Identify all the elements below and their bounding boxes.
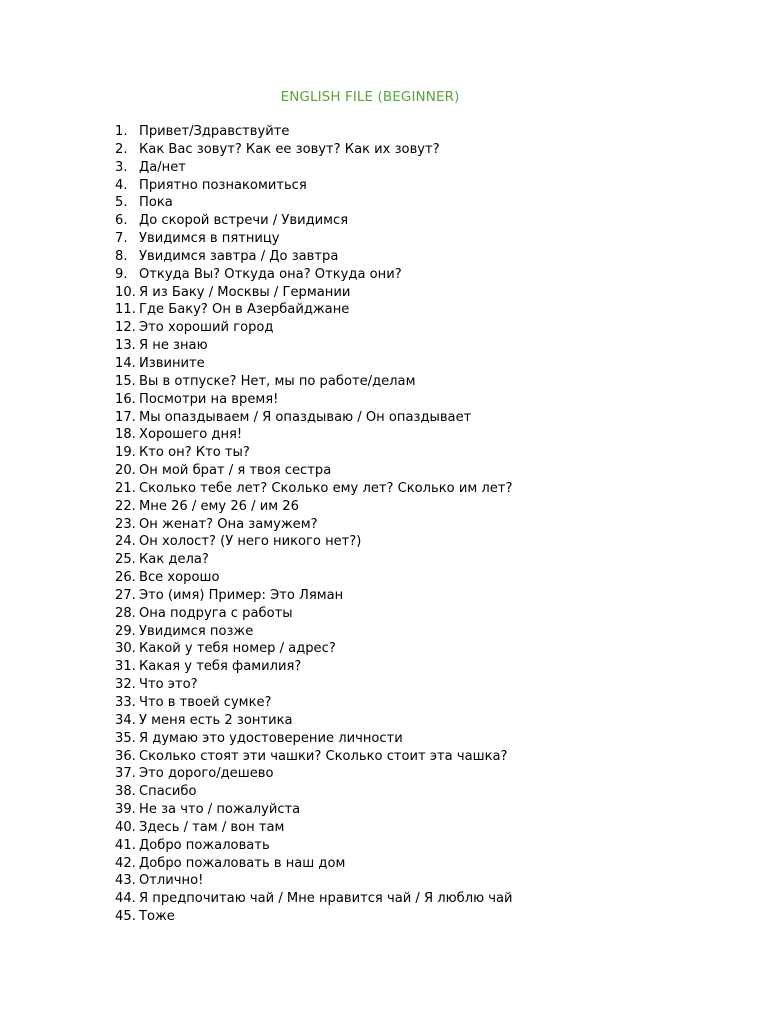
list-item-number: 29. [115,623,136,639]
list-item [115,801,513,819]
list-item-text: Я думаю это удостоверение личности [139,730,403,746]
list-item-text: Хорошего дня! [139,427,243,443]
list-item [115,783,513,801]
list-item [115,730,513,748]
list-item-text: Откуда Вы? Откуда она? Откуда они? [139,266,402,282]
list-item-number: 6. [115,213,128,229]
list-item [115,230,513,248]
list-item-number: 17. [115,409,136,425]
list-item [115,837,513,855]
list-item [115,159,513,177]
list-item-number: 45. [115,909,136,925]
list-item [115,462,513,480]
list-item-number: 21. [115,480,136,496]
list-item-text: Что это? [139,677,198,693]
list-item [115,194,513,212]
list-item-number: 1. [115,124,128,139]
phrase-list [115,123,513,926]
list-item [115,212,513,230]
list-item-number: 41. [115,837,136,853]
list-item-number: 31. [115,659,136,675]
list-item-text: Добро пожаловать [139,837,270,853]
list-item [115,676,513,694]
list-item-text: Я предпочитаю чай / Мне нравится чай / Я люблю чай [139,891,513,907]
list-item-text: Извините [139,355,205,371]
list-item-number: 27. [115,587,136,603]
list-item-number: 20. [115,463,136,479]
list-item-number: 3. [115,159,128,175]
list-item [115,551,513,569]
list-item-text: Тоже [139,909,175,925]
list-item [115,391,513,409]
list-item-text: Пока [139,195,173,211]
list-item-number: 42. [115,855,136,871]
list-item-text: Это хороший город [139,320,274,336]
list-item [115,623,513,641]
list-item-text: Мне 26 / ему 26 / им 26 [139,498,299,514]
list-item-number: 26. [115,570,136,586]
list-item-text: Я не знаю [139,338,208,354]
list-item-number: 16. [115,391,136,407]
list-item [115,319,513,337]
list-item-text: Что в твоей сумке? [139,695,272,710]
list-item-text: Какая у тебя фамилия? [139,659,302,675]
list-item-text: Вы в отпуске? Нет, мы по работе/делам [139,373,416,389]
list-item [115,855,513,873]
list-item [115,177,513,195]
list-item-number: 2. [115,141,128,157]
list-item [115,694,513,712]
list-item-text: Кто он? Кто ты? [139,445,250,461]
list-item-number: 39. [115,802,136,818]
list-item-text: Увидимся в пятницу [139,231,280,247]
list-item [115,516,513,534]
list-item-number: 5. [115,195,128,211]
list-item-text: Он холост? (У него никого нет?) [139,534,362,550]
list-item [115,355,513,373]
list-item-number: 24. [115,534,136,550]
document-title: ENGLISH FILE (BEGINNER) [280,89,460,105]
list-item-number: 19. [115,445,136,461]
list-item [115,533,513,551]
list-item-number: 14. [115,355,136,371]
list-item [115,640,513,658]
list-item [115,587,513,605]
list-item-text: Увидимся завтра / До завтра [139,248,339,264]
list-item [115,426,513,444]
list-item-number: 38. [115,784,136,800]
list-item-text: Как дела? [139,552,209,568]
list-item-text: Он мой брат / я твоя сестра [139,463,332,479]
list-item [115,890,513,908]
list-item [115,123,513,141]
list-item-number: 44. [115,891,136,907]
list-item-number: 13. [115,338,136,354]
list-item [115,373,513,391]
list-item-number: 43. [115,873,136,889]
list-item-text: Где Баку? Он в Азербайджане [139,302,350,318]
list-item-number: 34. [115,712,136,728]
list-item-text: Я из Баку / Москвы / Германии [139,284,351,300]
list-item-number: 22. [115,498,136,514]
list-item [115,409,513,427]
list-item-text: Увидимся позже [139,623,254,639]
list-item-text: Не за что / пожалуйста [139,802,301,818]
list-item [115,819,513,837]
list-item-text: Здесь / там / вон там [139,819,285,835]
list-item-number: 32. [115,677,136,693]
list-item [115,765,513,783]
list-item [115,284,513,302]
list-item [115,748,513,766]
list-item [115,908,513,926]
list-item-text: Как Вас зовут? Как ее зовут? Как их зовут? [139,141,440,157]
list-item [115,266,513,284]
list-item [115,712,513,730]
list-item-text: Он женат? Она замужем? [139,516,318,532]
list-item-text: Да/нет [139,159,186,175]
list-item [115,248,513,266]
list-item-number: 33. [115,695,136,710]
list-item-number: 23. [115,516,136,532]
list-item-number: 11. [115,302,136,318]
list-item-text: Привет/Здравствуйте [139,124,290,139]
list-item-text: Это дорого/дешево [139,766,274,782]
list-item-number: 35. [115,730,136,746]
list-item-text: Отлично! [139,873,204,889]
list-item [115,658,513,676]
list-item-text: У меня есть 2 зонтика [139,712,293,728]
list-item [115,301,513,319]
list-item [115,872,513,890]
list-item-text: Посмотри на время! [139,391,279,407]
list-item-text: Все хорошо [139,570,220,586]
list-item-text: Это (имя) Пример: Это Ляман [139,587,344,603]
list-item-number: 30. [115,641,136,657]
list-item-number: 7. [115,231,128,247]
list-item-number: 28. [115,605,136,621]
list-item [115,444,513,462]
list-item [115,141,513,159]
list-item-text: Сколько стоят эти чашки? Сколько стоит эта чашка? [139,748,508,764]
list-item-number: 9. [115,266,128,282]
list-item-number: 18. [115,427,136,443]
list-item-number: 4. [115,177,128,193]
list-item-number: 15. [115,373,136,389]
list-item [115,605,513,623]
list-item-number: 36. [115,748,136,764]
list-item-number: 25. [115,552,136,568]
list-item-number: 12. [115,320,136,336]
list-item-text: Сколько тебе лет? Сколько ему лет? Сколько им лет? [139,480,513,496]
list-item-text: Добро пожаловать в наш дом [139,855,346,871]
list-item-number: 40. [115,819,136,835]
list-item-number: 8. [115,248,128,264]
list-item-text: Мы опаздываем / Я опаздываю / Он опаздывает [139,409,472,425]
list-item-text: Она подруга с работы [139,605,293,621]
list-item-text: Какой у тебя номер / адрес? [139,641,336,657]
list-item-text: До скорой встречи / Увидимся [139,213,349,229]
list-item [115,480,513,498]
list-item-text: Спасибо [139,784,197,800]
list-item-number: 10. [115,284,136,300]
list-item [115,569,513,587]
list-item [115,337,513,355]
list-item [115,498,513,516]
list-item-number: 37. [115,766,136,782]
list-item-text: Приятно познакомиться [139,177,307,193]
